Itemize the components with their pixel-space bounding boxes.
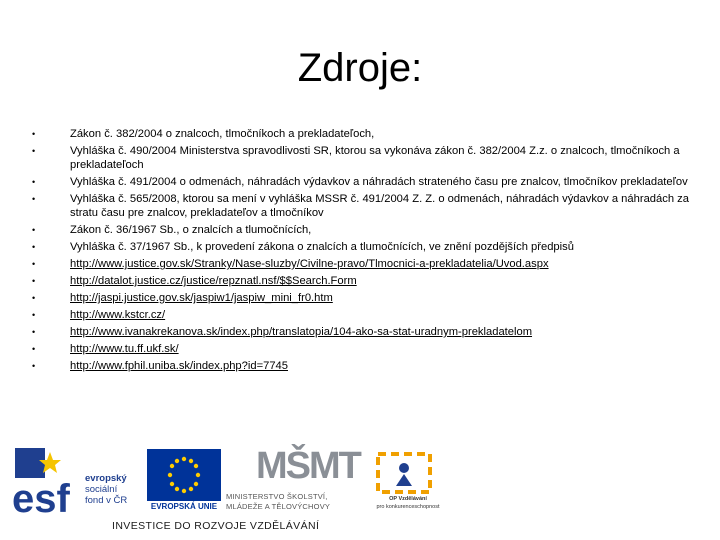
source-link-item[interactable] [30, 325, 700, 339]
eu-label: EVROPSKÁ UNIE [150, 502, 218, 511]
sources-list [30, 127, 700, 376]
bullet: • [32, 177, 36, 187]
source-item [30, 223, 700, 237]
source-link-item[interactable] [30, 291, 700, 305]
esf-text-3: fond v ČR [85, 495, 128, 506]
esf-text-1: evropský [85, 473, 127, 484]
bullet: • [32, 259, 36, 269]
esf-wordmark: esf [12, 477, 70, 516]
source-link[interactable]: http://www.justice.gov.sk/Stranky/Nase-sluzby/Civilne-pravo/Tlmocnici-a-prekladatelia/Uvod.aspx [70, 258, 549, 270]
source-text: Vyhláška č. 491/2004 o odmenách, náhradách výdavkov a náhradách strateného času pre znalcov, tlmočníkov prekladateľov [70, 176, 688, 188]
source-link[interactable]: http://jaspi.justice.gov.sk/jaspiw1/jaspiw_mini_fr0.htm [70, 292, 333, 304]
bullet: • [32, 225, 36, 235]
msmt-label-2: MLÁDEŽE A TĚLOVÝCHOVY [226, 502, 331, 511]
source-item [30, 175, 700, 189]
op-logo [376, 452, 432, 494]
source-link-item[interactable] [30, 359, 700, 373]
source-link-item[interactable] [30, 342, 700, 356]
source-text: Zákon č. 36/1967 Sb., o znalcích a tlumočnících, [70, 224, 312, 236]
esf-blue-block [15, 448, 45, 478]
source-link[interactable]: http://www.tu.ff.ukf.sk/ [70, 343, 179, 355]
bullet: • [32, 129, 36, 139]
source-link-item[interactable] [30, 257, 700, 271]
msmt-logo: MŠMT [256, 445, 360, 487]
source-item [30, 192, 700, 220]
footer-slogan: INVESTICE DO ROZVOJE VZDĚLÁVÁNÍ [112, 520, 320, 532]
source-link-item[interactable] [30, 308, 700, 322]
source-text: Vyhláška č. 565/2008, ktorou sa mení v vyhláška MSSR č. 491/2004 Z. Z. o odmenách, náhradách výdavkov a náhradách za stratu času pre znalcov, prekladateľov a tlmočníkov [70, 193, 689, 219]
source-text: Vyhláška č. 37/1967 Sb., k provedení zákona o znalcích a tlumočnících, ve znění pozdějších předpisů [70, 241, 574, 253]
eu-flag-field [147, 449, 221, 501]
bullet: • [32, 344, 36, 354]
source-item [30, 240, 700, 254]
footer-logos [0, 438, 720, 540]
op-label-1: OP Vzdělávání [389, 496, 427, 502]
slide-title: Zdroje: [297, 46, 423, 90]
esf-text-2: sociální [85, 484, 118, 495]
bullet: • [32, 242, 36, 252]
msmt-label-1: MINISTERSTVO ŠKOLSTVÍ, [226, 492, 328, 501]
source-link-item[interactable] [30, 274, 700, 288]
op-label-2: pro konkurenceschopnost [376, 504, 440, 510]
source-link[interactable]: http://www.fphil.uniba.sk/index.php?id=7745 [70, 360, 288, 372]
source-link[interactable]: http://www.ivanakrekanova.sk/index.php/translatopia/104-ako-sa-stat-uradnym-prekladatelom [70, 326, 533, 338]
source-link[interactable]: http://datalot.justice.cz/justice/repznatl.nsf/$$Search.Form [70, 275, 357, 287]
source-item [30, 127, 700, 141]
source-link[interactable]: http://www.kstcr.cz/ [70, 309, 166, 321]
bullet: • [32, 361, 36, 371]
bullet: • [32, 146, 36, 156]
esf-logo [10, 448, 85, 516]
bullet: • [32, 310, 36, 320]
eu-flag [147, 449, 221, 501]
source-item [30, 144, 700, 172]
bullet: • [32, 194, 36, 204]
bullet: • [32, 293, 36, 303]
bullet: • [32, 327, 36, 337]
bullet: • [32, 276, 36, 286]
source-text: Zákon č. 382/2004 o znalcoch, tlmočníkoch a prekladateľoch, [70, 128, 375, 140]
source-text: Vyhláška č. 490/2004 Ministerstva spravodlivosti SR, ktorou sa vykonáva zákon č. 382/2004 Z.z. o znalcoch, tlmočníkoch a prekladateľoch [70, 145, 680, 171]
